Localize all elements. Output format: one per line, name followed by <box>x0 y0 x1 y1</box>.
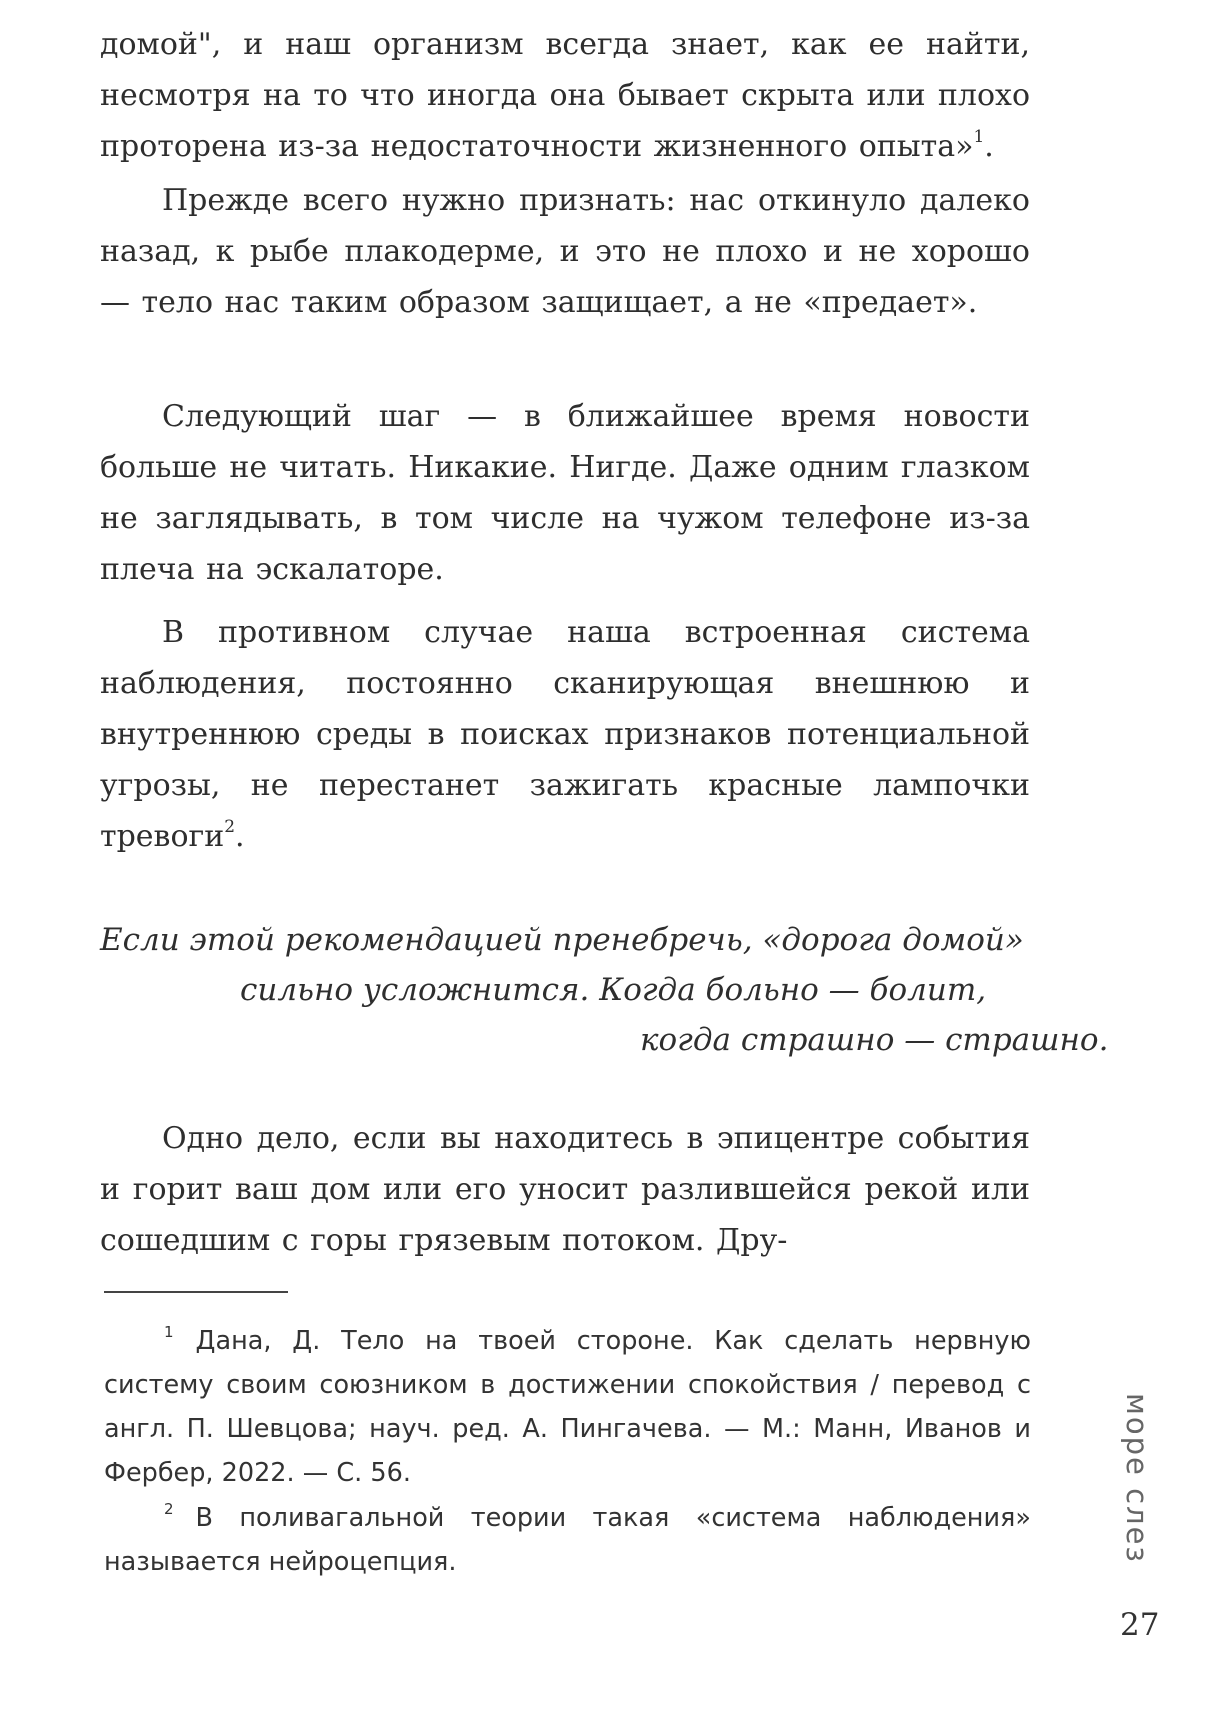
paragraph: Следующий шаг — в ближайшее время новости больше не читать. Никакие. Нигде. Даже одним глазком не заглядывать, в том числе на чужом телефоне из-за плеча на эскалаторе. <box>100 399 1030 587</box>
footnote-divider <box>104 1291 288 1293</box>
footnote <box>104 1487 1031 1584</box>
paragraph-text: В противном случае наша встроенная система наблюдения, постоянно сканирующая внешнюю и внутреннюю среды в поисках признаков потенциальной угрозы, не перестанет зажигать красные лампочки тревоги <box>100 615 1030 854</box>
page-number: 27 <box>1120 1607 1160 1643</box>
paragraph-text: домой", и наш организм всегда знает, как ее найти, несмотря на то что иногда она бывает скрыта или плохо проторена из-за недостаточности жизненного опыта» <box>100 27 1030 164</box>
epigraph-line: сильно усложнится. Когда больно — болит, <box>240 972 987 1008</box>
running-head: море слез <box>1120 1393 1154 1564</box>
paragraph: В противном случае наша встроенная система наблюдения, постоянно сканирующая внешнюю и внутреннюю среды в поисках признаков потенциальной угрозы, не перестанет зажигать красные лампочки тревоги$^2$. <box>100 615 1030 854</box>
footnote-number: 2 <box>164 1500 174 1518</box>
epigraph-line: Если этой рекомендацией пренебречь, «дорога домой» <box>100 922 1024 958</box>
epigraph-line: когда страшно — страшно. <box>640 1022 1109 1058</box>
paragraph: Прежде всего нужно признать: нас откинуло далеко назад, к рыбе плакодерме, и это не плохо и не хорошо — тело нас таким образом защищает, а не «предает». <box>100 183 1030 320</box>
footnote-text: В поливагальной теории такая «система наблюдения» называется нейроцепция. <box>104 1503 1031 1577</box>
paragraph-continued: домой", и наш организм всегда знает, как ее найти, несмотря на то что иногда она бывает скрыта или плохо проторена из-за недостаточности жизненного опыта»$^1$. <box>100 27 1030 164</box>
footnote-text: Дана, Д. Тело на твоей стороне. Как сделать нервную систему своим союзником в достижении спокойствия / перевод с англ. П. Шевцова; науч. ред. А. Пингачева. — М.: Манн, Иванов и Фербер, 2022. — С. 56. <box>104 1326 1031 1488</box>
footnote-number: 1 <box>164 1323 174 1341</box>
footnote-ref: 1 <box>973 127 985 147</box>
footnote <box>104 1310 1031 1495</box>
paragraph: Одно дело, если вы находитесь в эпицентре события и горит ваш дом или его уносит разлившейся рекой или сошедшим с горы грязевым потоком. Дру- <box>100 1121 1030 1258</box>
footnote-ref: 2 <box>224 817 236 837</box>
epigraph <box>100 915 1109 1075</box>
